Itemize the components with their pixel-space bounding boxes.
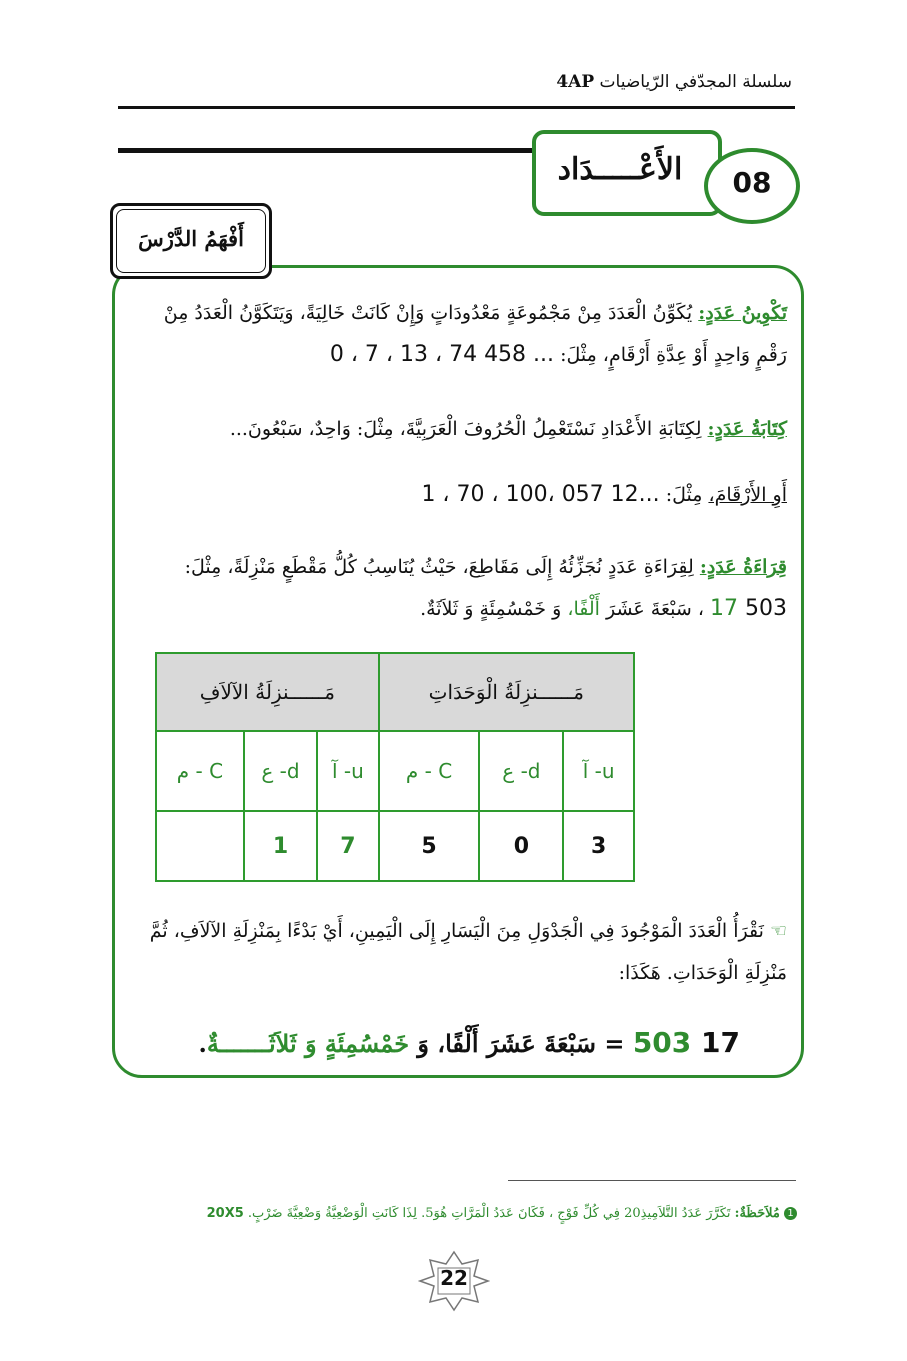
final-words-a: سَبْعَةَ عَشَرَ أَلْفًا، وَ <box>409 1029 596 1058</box>
table-digit-row <box>156 811 634 881</box>
footnote <box>105 1206 797 1221</box>
pointing-hand-icon: ☜ <box>769 920 787 942</box>
footnote-label: مُلاَحَظَةٌ: <box>734 1206 780 1221</box>
series-header <box>120 72 792 92</box>
group-units-header: مَــــــنزِلَةُ الْوَحَدَاتِ <box>379 653 634 731</box>
reading-example-text-b: وَ خَمْسُمِئَةٍ وَ ثَلاَثَةٌ. <box>420 598 568 620</box>
lesson-number: 08 <box>732 166 772 199</box>
footnote-marker-icon: 1 <box>784 1207 797 1220</box>
footnote-formula: 20X5 <box>206 1206 244 1221</box>
rank-units-hundreds: م - C <box>379 731 480 811</box>
footnote-text: تَكَرَّرَ عَدَدُ التَّلاَمِيذِ20 فِي كُلِّ فَوْجٍ ، فَكَانَ عَدَدُ الْمَرَّاتِ هُوَ5. لِذَا كَانَتِ الْوَضْعِيَّةُ وَضْعِيَّةَ ضَرْبٍ. <box>243 1206 735 1221</box>
reading-example-units: 503 <box>745 596 787 621</box>
level-tag: 4AP <box>556 72 595 92</box>
rank-thousands-hundreds: م - C <box>156 731 244 811</box>
formation-examples: 0 ، 7 ، 13 ، 74 458 ... <box>329 342 555 367</box>
final-words-green: خَمْسُمِئَةٍ وَ ثَلاَثَـــــــةٌ <box>206 1029 410 1058</box>
reading-text: لِقِرَاءَةِ عَدَدٍ نُجَزِّئُهُ إِلَى مَقَاطِعَ، حَيْثُ يُنَاسِبُ كُلُّ مَقْطَعٍ مَنْزِلَةً، مِثْلَ: <box>184 556 700 578</box>
reading-note-text: نَقْرَأُ الْعَدَدَ الْمَوْجُودَ فِي الْجَدْوَلِ مِنَ الْيَسَارِ إِلَى الْيَمِينِ، أَيْ بَدْءًا بِمَنْزِلَةِ الآلاَفِ، ثُمَّ مَنْزِلَةِ الْوَحَدَاتِ. هَكَذَا: <box>149 920 787 984</box>
digit-thousands-units: 7 <box>317 811 379 881</box>
title-rule <box>118 148 538 153</box>
reading-example-number <box>710 596 787 621</box>
section-label: أَفْهَمُ الدَّرْسَ <box>138 226 244 251</box>
footnote-rule <box>508 1180 796 1181</box>
place-value-table <box>155 652 635 882</box>
reading-term: قِرَاءَةُ عَدَدٍ: <box>699 556 787 578</box>
reading-example-thousands: 17 <box>710 596 738 621</box>
digit-units-units: 3 <box>563 811 634 881</box>
page-number: 22 <box>440 1266 468 1290</box>
header-rule <box>118 106 795 109</box>
writing-text: لِكِتَابَةِ الأَعْدَادِ نَسْتَعْمِلُ الْحُرُوفَ الْعَرَبِيَّةَ، مِثْلَ: وَاحِدٌ، سَبْعُونَ... <box>229 418 708 440</box>
reading-note-paragraph <box>127 910 787 994</box>
writing-digits-line <box>127 474 787 516</box>
rank-units-tens: ع -d <box>479 731 563 811</box>
rank-thousands-units: آ -u <box>317 731 379 811</box>
writing-digits-examples: 1 ، 70 ، 100، 057 12... <box>421 482 660 507</box>
final-equals: = <box>596 1029 633 1058</box>
formation-paragraph <box>127 292 787 376</box>
table-rank-row <box>156 731 634 811</box>
final-number-thousands: 17 <box>701 1026 740 1059</box>
reading-example-text-green: أَلْفًا، <box>567 598 600 620</box>
final-number-units: 503 <box>632 1026 692 1059</box>
writing-digits-text: مِثْلَ: <box>659 484 709 506</box>
digit-units-hundreds: 5 <box>379 811 480 881</box>
rank-units-units: آ -u <box>563 731 634 811</box>
digit-units-tens: 0 <box>479 811 563 881</box>
writing-term: كِتَابَةُ عَدَدٍ: <box>707 418 787 440</box>
final-end: . <box>198 1029 207 1058</box>
digit-thousands-tens: 1 <box>244 811 317 881</box>
writing-digits-lead: أَوِ الأَرْقَامَ، <box>708 484 787 506</box>
reading-paragraph <box>127 546 787 630</box>
table-group-row <box>156 653 634 731</box>
lesson-title: الأَعْـــــدَاد <box>557 152 683 187</box>
rank-thousands-tens: ع -d <box>244 731 317 811</box>
reading-example-text-a: ، سَبْعَةَ عَشَرَ <box>599 598 710 620</box>
formation-term: تَكْوِينُ عَدَدٍ: <box>698 302 787 324</box>
formation-text: يُكَوِّنُ الْعَدَدَ مِنْ مَجْمُوعَةٍ مَعْدُودَاتٍ وَإِنْ كَانَتْ خَالِيَةً، وَيَتَكَوَّنُ الْعَدَدُ مِنْ رَقْمٍ وَاحِدٍ أَوْ عِدَّةِ أَرْقَامٍ، مِثْلَ: <box>163 302 787 366</box>
final-reading-line <box>150 1026 740 1059</box>
digit-thousands-hundreds <box>156 811 244 881</box>
writing-paragraph <box>127 408 787 450</box>
series-title: سلسلة المجدّفي الرّياضيات <box>599 72 792 92</box>
final-number <box>633 1026 740 1059</box>
group-thousands-header: مَــــــنزِلَةُ الآلاَفِ <box>156 653 379 731</box>
